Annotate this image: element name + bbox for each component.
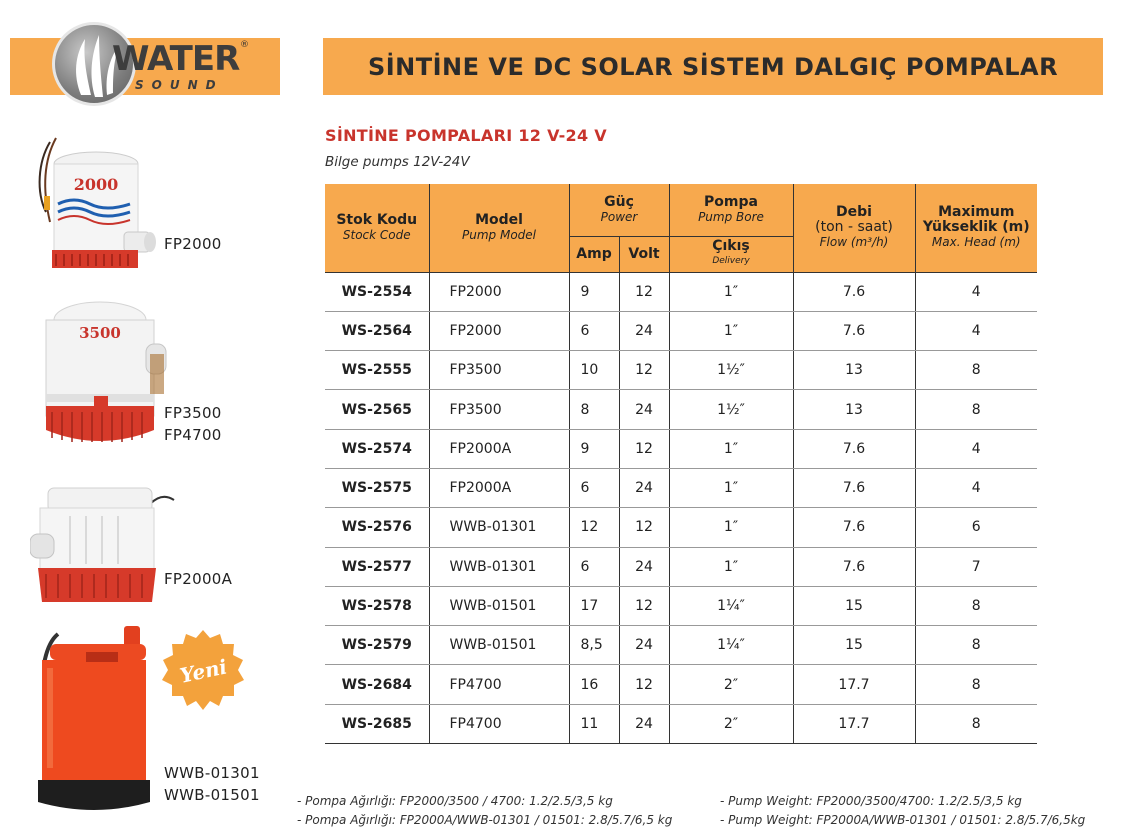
- table-row: [325, 547, 1037, 586]
- cell-amp: 9: [569, 429, 619, 468]
- cell-volt: 24: [619, 468, 669, 507]
- table-row: [325, 586, 1037, 625]
- cell-amp: 6: [569, 468, 619, 507]
- note-tr-1: - Pompa Ağırlığı: FP2000/3500 / 4700: 1.2/2.5/3,5 kg: [297, 794, 613, 808]
- fp3500-badge: 3500: [79, 324, 121, 342]
- section-title: SİNTİNE POMPALARI 12 V-24 V: [325, 126, 607, 145]
- cell-flow: 15: [793, 586, 915, 625]
- cell-model: FP2000A: [429, 468, 569, 507]
- new-badge-text: Yeni: [177, 654, 230, 688]
- cell-delivery: 2″: [669, 665, 793, 704]
- cell-delivery: 1″: [669, 311, 793, 350]
- cell-model: FP2000: [429, 311, 569, 350]
- table-row: [325, 508, 1037, 547]
- cell-delivery: 1″: [669, 547, 793, 586]
- cell-flow: 7.6: [793, 429, 915, 468]
- cell-model: FP2000A: [429, 429, 569, 468]
- cell-model: FP4700: [429, 704, 569, 743]
- fp2000a-pump-image: [30, 482, 176, 610]
- cell-flow: 7.6: [793, 468, 915, 507]
- cell-amp: 11: [569, 704, 619, 743]
- cell-volt: 24: [619, 626, 669, 665]
- pump-table: [325, 184, 1037, 744]
- cell-volt: 12: [619, 665, 669, 704]
- cell-model: WWB-01501: [429, 626, 569, 665]
- header-flow: Debi (ton - saat) Flow (m³/h): [793, 184, 915, 272]
- fp2000-badge: 2000: [73, 175, 119, 194]
- fp3500-label: FP3500: [164, 404, 222, 422]
- cell-model: WWB-01501: [429, 586, 569, 625]
- cell-flow: 13: [793, 351, 915, 390]
- cell-delivery: 1½″: [669, 351, 793, 390]
- cell-volt: 24: [619, 390, 669, 429]
- section-subtitle: Bilge pumps 12V-24V: [325, 154, 470, 170]
- logo-registered: ®: [240, 40, 249, 50]
- fp3500-pump-image: [38, 294, 170, 462]
- table-row: [325, 272, 1037, 311]
- table-row: [325, 390, 1037, 429]
- cell-stock-code: WS-2565: [325, 390, 429, 429]
- cell-max-head: 4: [915, 429, 1037, 468]
- note-tr-2: - Pompa Ağırlığı: FP2000A/WWB-01301 / 01501: 2.8/5.7/6,5 kg: [297, 813, 673, 827]
- note-en-2: - Pump Weight: FP2000A/WWB-01301 / 01501: 2.8/5.7/6,5kg: [720, 813, 1086, 827]
- cell-max-head: 8: [915, 665, 1037, 704]
- cell-stock-code: WS-2564: [325, 311, 429, 350]
- table-row: [325, 665, 1037, 704]
- cell-volt: 12: [619, 429, 669, 468]
- new-badge-icon: [158, 628, 248, 712]
- cell-max-head: 8: [915, 390, 1037, 429]
- cell-model: FP3500: [429, 351, 569, 390]
- header-volt: Volt: [619, 236, 669, 272]
- title-bar: [323, 38, 1103, 95]
- cell-delivery: 1″: [669, 468, 793, 507]
- header-pump-bore: Pompa Pump Bore: [669, 184, 793, 236]
- fp2000-label: FP2000: [164, 235, 222, 253]
- cell-amp: 10: [569, 351, 619, 390]
- header-power: Güç Power: [569, 184, 669, 236]
- cell-flow: 13: [793, 390, 915, 429]
- cell-max-head: 7: [915, 547, 1037, 586]
- cell-amp: 9: [569, 272, 619, 311]
- cell-max-head: 8: [915, 626, 1037, 665]
- cell-max-head: 8: [915, 704, 1037, 743]
- cell-volt: 12: [619, 508, 669, 547]
- cell-stock-code: WS-2684: [325, 665, 429, 704]
- cell-delivery: 1″: [669, 508, 793, 547]
- wwb-01501-label: WWB-01501: [164, 786, 260, 804]
- cell-delivery: 1″: [669, 429, 793, 468]
- cell-stock-code: WS-2685: [325, 704, 429, 743]
- cell-max-head: 4: [915, 468, 1037, 507]
- cell-max-head: 8: [915, 586, 1037, 625]
- cell-amp: 16: [569, 665, 619, 704]
- table-row: [325, 468, 1037, 507]
- cell-max-head: 4: [915, 272, 1037, 311]
- cell-amp: 8: [569, 390, 619, 429]
- cell-stock-code: WS-2555: [325, 351, 429, 390]
- cell-stock-code: WS-2578: [325, 586, 429, 625]
- cell-volt: 24: [619, 547, 669, 586]
- cell-flow: 7.6: [793, 272, 915, 311]
- table-row: [325, 311, 1037, 350]
- cell-amp: 12: [569, 508, 619, 547]
- header-max-head: Maximum Yükseklik (m) Max. Head (m): [915, 184, 1037, 272]
- cell-stock-code: WS-2574: [325, 429, 429, 468]
- cell-model: FP4700: [429, 665, 569, 704]
- cell-model: WWB-01301: [429, 547, 569, 586]
- cell-model: WWB-01301: [429, 508, 569, 547]
- table-row: [325, 704, 1037, 743]
- cell-flow: 17.7: [793, 665, 915, 704]
- fp2000-pump-image: [30, 132, 162, 278]
- note-en-1: - Pump Weight: FP2000/3500/4700: 1.2/2.5/3,5 kg: [720, 794, 1022, 808]
- cell-delivery: 1¼″: [669, 626, 793, 665]
- cell-volt: 12: [619, 586, 669, 625]
- cell-delivery: 1½″: [669, 390, 793, 429]
- cell-flow: 7.6: [793, 508, 915, 547]
- cell-delivery: 2″: [669, 704, 793, 743]
- cell-model: FP3500: [429, 390, 569, 429]
- logo-brand: WATER: [112, 39, 240, 79]
- cell-stock-code: WS-2575: [325, 468, 429, 507]
- cell-model: FP2000: [429, 272, 569, 311]
- cell-amp: 8,5: [569, 626, 619, 665]
- fp2000a-label: FP2000A: [164, 570, 233, 588]
- cell-stock-code: WS-2579: [325, 626, 429, 665]
- cell-volt: 24: [619, 311, 669, 350]
- cell-flow: 15: [793, 626, 915, 665]
- cell-stock-code: WS-2576: [325, 508, 429, 547]
- cell-amp: 17: [569, 586, 619, 625]
- cell-amp: 6: [569, 547, 619, 586]
- header-model: Model Pump Model: [429, 184, 569, 272]
- cell-flow: 7.6: [793, 547, 915, 586]
- cell-volt: 12: [619, 351, 669, 390]
- logo-sub: SOUND: [135, 78, 224, 92]
- wwb-01301-label: WWB-01301: [164, 764, 260, 782]
- table-row: [325, 429, 1037, 468]
- cell-max-head: 6: [915, 508, 1037, 547]
- cell-flow: 17.7: [793, 704, 915, 743]
- cell-stock-code: WS-2577: [325, 547, 429, 586]
- cell-flow: 7.6: [793, 311, 915, 350]
- cell-delivery: 1¼″: [669, 586, 793, 625]
- header-delivery: Çıkış Delivery: [669, 236, 793, 272]
- cell-amp: 6: [569, 311, 619, 350]
- table-row: [325, 626, 1037, 665]
- cell-volt: 24: [619, 704, 669, 743]
- fp4700-label: FP4700: [164, 426, 222, 444]
- cell-stock-code: WS-2554: [325, 272, 429, 311]
- header-amp: Amp: [569, 236, 619, 272]
- cell-delivery: 1″: [669, 272, 793, 311]
- page-title: SİNTİNE VE DC SOLAR SİSTEM DALGIÇ POMPALAR: [367, 52, 1059, 81]
- wwb-pump-image: [34, 624, 154, 820]
- cell-max-head: 4: [915, 311, 1037, 350]
- cell-max-head: 8: [915, 351, 1037, 390]
- table-row: [325, 351, 1037, 390]
- header-stock-code: Stok Kodu Stock Code: [325, 184, 429, 272]
- cell-volt: 12: [619, 272, 669, 311]
